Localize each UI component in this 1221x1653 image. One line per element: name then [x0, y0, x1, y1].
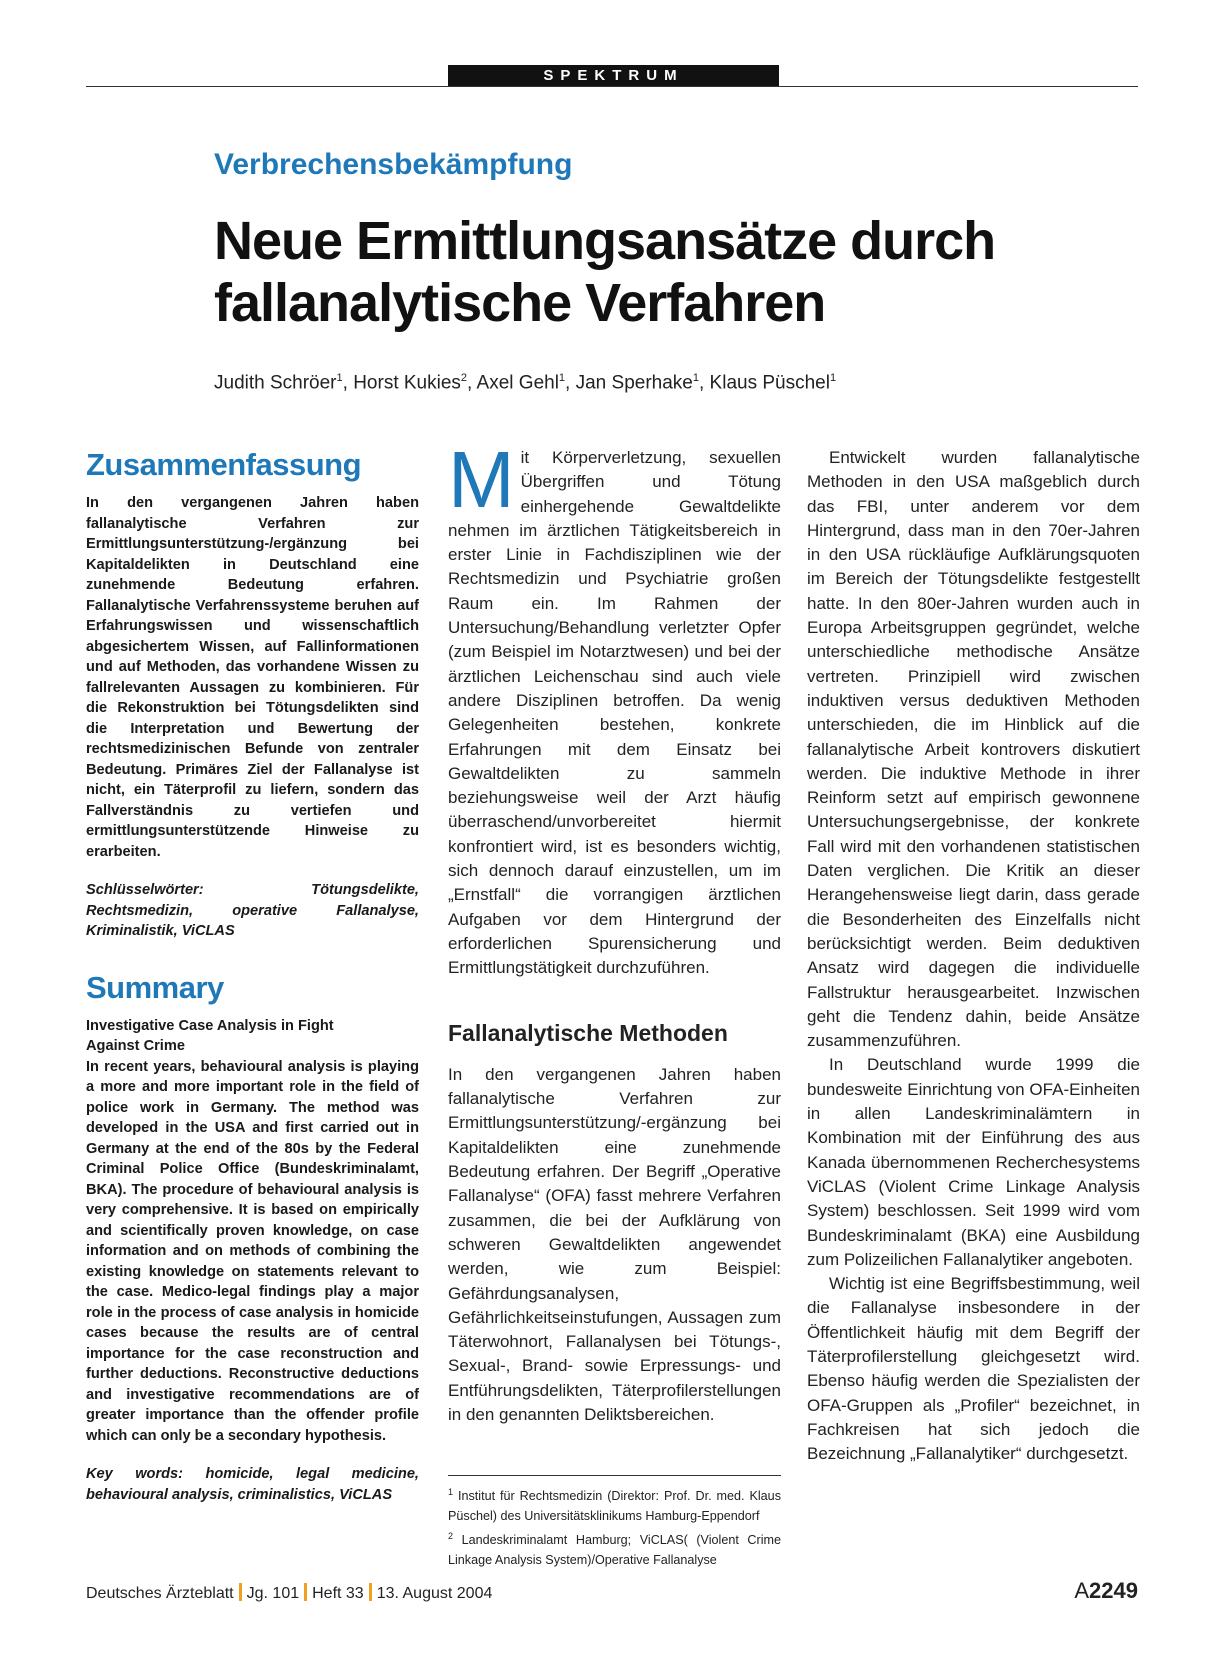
summary-block — [86, 970, 419, 1506]
section-heading: Fallanalytische Methoden — [448, 1019, 728, 1046]
header-rule — [86, 86, 1138, 87]
body-paragraph: Entwickelt wurden fallanalytische Methoden in den USA maßgeblich durch das FBI, unter anderem vor dem Hintergrund, dass man in den 70er-Jahren in den USA rückläufige Aufklärungsquoten im Bereich der Tötungsdelikte festgestellt hatte. In den 80er-Jahren wurden auch in Europa Arbeitsgruppen gegründet, welche unterschiedliche methodische Ansätze vertreten. Prinzipiell wird zwischen induktiven versus deduktiven Methoden unterschieden, die im Hinblick auf die fallanalytische Arbeit kontrovers diskutiert werden. Die induktive Methode in ihrer Reinform setzt auf empirisch gewonnene Untersuchungsergebnisse, der konkrete Fall wird mit den vorhandenen statistischen Daten verglichen. Die Kritik an dieser Herangehensweise liegt darin, dass gerade die Besonderheiten des Einzelfalls nicht berücksichtigt werden. Beim deduktiven Ansatz wird dagegen die individuelle Fallstruktur herausgearbeitet. Inzwischen geht die Tendenz dahin, beide Ansätze zusammenzuführen. — [807, 448, 1140, 1051]
journal-name: Deutsches Ärzteblatt — [86, 1585, 234, 1602]
drop-cap: M — [448, 435, 515, 524]
abstract-en-subtitle-line-1: Investigative Case Analysis in Fight — [86, 1017, 334, 1034]
footnote — [448, 1526, 781, 1570]
footnote-text: Institut für Rechtsmedizin (Direktor: Prof. Dr. med. Klaus Püschel) des Universitätsklinikums Hamburg-Eppendorf — [448, 1489, 781, 1524]
author-name: Jan Sperhake — [575, 372, 693, 394]
footnote-text: Landeskriminalamt Hamburg; ViCLAS( (Violent Crime Linkage Analysis System)/Operative Fallanalyse — [448, 1533, 781, 1568]
footnotes — [448, 1482, 781, 1570]
body-column-right — [807, 446, 1140, 1466]
author-affiliation: 1 — [692, 372, 699, 384]
author-name: Judith Schröer — [214, 372, 337, 394]
abstract-en-subtitle-line-2: Against Crime — [86, 1038, 185, 1054]
author-name: Axel Gehl — [476, 372, 559, 394]
page-number-value: 2249 — [1089, 1578, 1138, 1603]
author-affiliation: 2 — [460, 372, 468, 384]
author-affiliation: 1 — [829, 372, 837, 384]
footer-citation — [86, 1583, 492, 1603]
abstract-en-heading: Summary — [86, 969, 224, 1005]
body-paragraph-text: it Körperverletzung, sexuellen Übergriffen und Tötung einhergehende Gewaltdelikte nehmen im ärztlichen Tätigkeitsbereich in erster Linie in Fachdisziplinen wie der Rechtsmedizin und Psychiatrie großen Raum ein. Im Rahmen der Untersuchung/Behandlung verletzter Opfer (zum Beispiel im Notarztwesen) und bei der ärztlichen Leichenschau sind auch viele andere Disziplinen betroffen. Da wenig Gelegenheiten bestehen, konkrete Erfahrungen mit dem Einsatz bei Gewaltdelikten zu sammeln beziehungsweise weil der Arzt häufig überraschend/unvorbereitet hiermit konfrontiert wird, ist es besonders wichtig, sich dennoch darauf einzustellen, um im „Ernstfall“ die vorrangigen ärztlichen Aufgaben vor dem Hintergrund der erforderlichen Spurensicherung und Ermittlungstätigkeit durchzuführen. — [448, 448, 781, 978]
body-paragraph: In Deutschland wurde 1999 die bundesweite Einrichtung von OFA-Einheiten in allen Landeskriminalämtern in Kombination mit der Einführung des aus Kanada übernommenen Recherchesystems ViCLAS (Violent Crime Linkage Analysis System) beschlossen. Seit 1999 wird vom Bundeskriminalamt (BKA) eine Ausbildung zum Polizeilichen Fallanalytiker angeboten. — [807, 1055, 1140, 1269]
article-title: Neue Ermittlungsansätze durch fallanalytische Verfahren — [214, 211, 996, 333]
body-paragraph: In den vergangenen Jahren haben fallanalytische Verfahren zur Ermittlungsunterstützung/-ergänzung bei Kapitaldelikten eine zunehmende Bedeutung erfahren. Der Begriff „Operative Fallanalyse“ (OFA) fasst mehrere Verfahren zusammen, die bei der Aufklärung von schweren Gewaltdelikten angewendet werden, wie zum Beispiel: Gefährdungsanalysen, Gefährlichkeitseinstufungen, Aussagen zum Täterwohnort, Fallanalysen bei Tötungs-, Sexual-, Brand- sowie Erpressungs- und Entführungsdelikten, Täterprofilerstellungen in den genannten Deliktsbereichen. — [448, 1064, 781, 1424]
author-list: Judith Schröer$^1$, Horst Kukies$^2$, Axel Gehl$^1$, Jan Sperhake$^1$, Klaus Püschel$^1$ — [214, 372, 837, 394]
author-affiliation: 1 — [336, 372, 343, 384]
abstract-de-text: In den vergangenen Jahren haben fallanalytische Verfahren zur Ermittlungsunterstützung-/ergänzung bei Kapitaldelikten in Deutschland eine zunehmende Bedeutung erfahren. Fallanalytische Verfahrenssysteme beruhen auf Erfahrungswissen und wissenschaftlich abgesichertem Wissen, auf Fallinformationen und auf Methoden, das vorhandene Wissen zu fallrelevanten Aussagen zu kombinieren. Für die Rekonstruktion bei Tötungsdelikten sind die Interpretation und Bewertung der rechtsmedizinischen Befunde von zentraler Bedeutung. Primäres Ziel der Fallanalyse ist nicht, ein Täterprofil zu liefern, sondern das Fallverständnis zu vertiefen und ermittlungsunterstützende Hinweise zu erarbeiten. — [86, 495, 419, 860]
abstract-en-keywords: Key words: homicide, legal medicine, behavioural analysis, criminalistics, ViCLAS — [86, 1466, 419, 1503]
separator — [239, 1583, 242, 1601]
abstract-de-heading: Zusammenfassung — [86, 447, 362, 482]
footnote — [448, 1482, 781, 1526]
separator — [304, 1583, 307, 1601]
body-paragraph — [448, 435, 781, 981]
author-name: Klaus Püschel — [709, 372, 830, 394]
journal-volume: Jg. 101 — [246, 1585, 300, 1602]
journal-date: 13. August 2004 — [376, 1585, 493, 1602]
footnote-number: 2 — [448, 1531, 454, 1542]
abstract-en-subtitle — [86, 1016, 419, 1057]
page-number — [1074, 1578, 1138, 1604]
page-prefix: A — [1074, 1578, 1090, 1603]
abstract-en-text: In recent years, behavioural analysis is playing a more and more important role in the field of police work in Germany. The method was developed in the USA and first carried out in Germany at the end of the 80s by the Federal Criminal Police Office (Bundeskriminalamt, BKA). The procedure of behavioural analysis is very comprehensive. It is based on empirically and scientifically proven knowledge, on case information and on methods of combining the existing knowledge on statements relevant to the case. Medico-legal findings play a major role in the process of case analysis in homicide cases because the results are of central importance for the case reconstruction and further deductions. Reconstructive deductions and investigative recommendations are of greater importance than the offender profile which can only be a secondary hypothesis. — [86, 1058, 419, 1444]
separator — [369, 1583, 372, 1601]
journal-issue: Heft 33 — [312, 1585, 364, 1602]
abstract-de-keywords: Schlüsselwörter: Tötungsdelikte, Rechtsmedizin, operative Fallanalyse, Kriminalistik, ViCLAS — [86, 882, 419, 939]
author-affiliation: 1 — [558, 372, 566, 384]
footnote-rule — [448, 1475, 781, 1476]
section-label: SPEKTRUM — [448, 65, 779, 86]
body-column-middle — [448, 435, 781, 1427]
abstract-column — [86, 447, 419, 1505]
author-name: Horst Kukies — [353, 372, 461, 394]
footnote-number: 1 — [448, 1487, 454, 1497]
body-paragraph: Wichtig ist eine Begriffsbestimmung, weil die Fallanalyse insbesondere in der Öffentlichkeit häufig mit dem Begriff der Täterprofilerstellung gleichgesetzt wird. Ebenso häufig werden die Spezialisten der OFA-Gruppen als „Profiler“ bezeichnet, in Fachkreisen hat sich jedoch die Bezeichnung „Fallanalytiker“ durchgesetzt. — [807, 1274, 1140, 1464]
article-kicker: Verbrechensbekämpfung — [214, 148, 573, 181]
